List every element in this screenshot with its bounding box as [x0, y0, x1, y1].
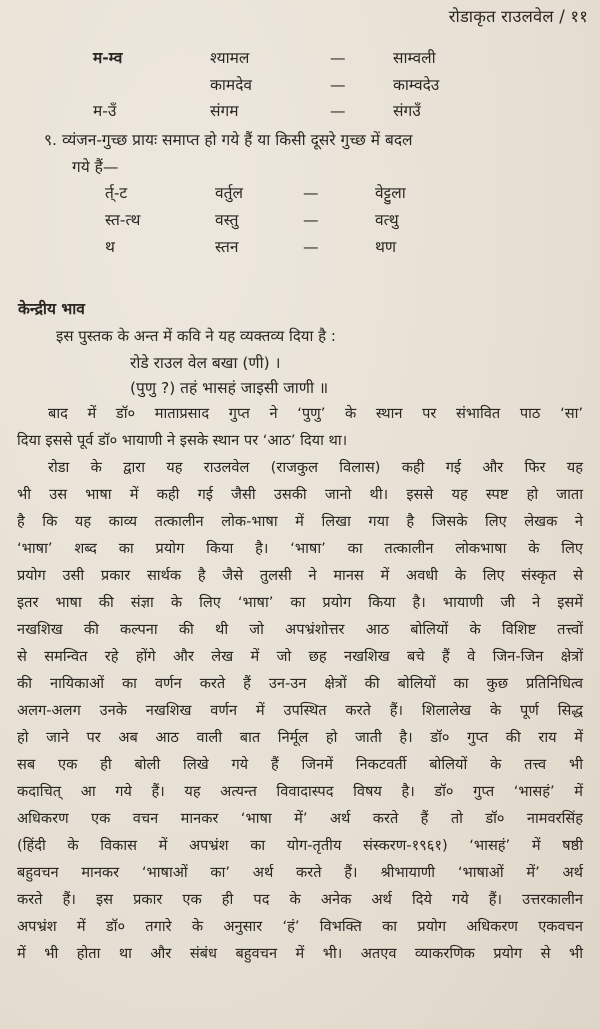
dash: — [330, 102, 346, 120]
text-line: ‘भाषा’ शब्द का प्रयोग किया है। ‘भाषा’ का तत्कालीन लोकभाषा के लिए [17, 540, 583, 557]
item-text-continued: गये हैं— [72, 158, 119, 176]
text-line: है कि यह काव्य तत्कालीन लोक-भाषा में लिखा गया है जिसके लिए लेखक ने [17, 513, 583, 530]
source-word: वस्तु [215, 211, 239, 229]
dash: — [303, 211, 319, 229]
text-line: बहुवचन मानकर ‘भाषाओं का’ अर्थ करते हैं। श्रीभायाणी ‘भाषाओं में’ अर्थ [17, 864, 583, 881]
result-word: काम्वदेउ [393, 76, 440, 94]
text-line: में भी होता था और संबंध बहुवचन में भी। अतएव व्याकरणिक प्रयोग से भी [17, 945, 583, 962]
source-word: श्यामल [210, 49, 250, 67]
text-line: सब एक ही बोली लिखे गये हैं जिनमें निकटवर्ती बोलियों के तत्त्व भी [17, 756, 583, 773]
text-line: करते हैं। इस प्रकार एक ही पद के अनेक अर्थ दिये गये हैं। उत्तरकालीन [17, 891, 583, 908]
text-line: (हिंदी के विकास में अपभ्रंश का योग-तृतीय संस्करण-१९६१) ‘भासहं’ में षष्ठी [17, 837, 583, 854]
dash: — [303, 238, 319, 256]
item-text: व्यंजन-गुच्छ प्रायः समाप्त हो गये हैं या किसी दूसरे गुच्छ में बदल [61, 131, 413, 149]
result-word: वत्थु [375, 211, 399, 229]
text-line: अलग-अलग उनके नखशिख वर्णन में उपस्थित करते हैं। शिलालेख के पूर्ण सिद्ध [17, 702, 583, 719]
running-head: रोडाकृत राउलवेल / ११ [448, 7, 588, 26]
dash: — [330, 49, 346, 67]
verse-line-1: रोडे राउल वेल बखा (णी) । [130, 354, 281, 372]
cluster-cell: म-उँ [93, 102, 117, 120]
text-line: रोडा के द्वारा यह राउलवेल (राजकुल विलास) कही गई और फिर यह [48, 459, 583, 476]
text-line: दिया इससे पूर्व डॉ० भायाणी ने इसके स्थान पर ‘आठ’ दिया था। [17, 432, 348, 449]
text-line: कदाचित् आ गये हैं। यह अत्यन्त विवादास्पद विषय है। डॉ० गुप्त ‘भासहं’ में [17, 783, 583, 800]
cluster-cell: थ [105, 238, 115, 256]
text-line: अपभ्रंश में डॉ० तगारे के अनुसार ‘हं’ विभक्ति का प्रयोग अधिकरण एकवचन [17, 918, 583, 935]
text-line: नखशिख की कल्पना की थी जो अपभ्रंशोत्तर आठ बोलियों के विशिष्ट तत्त्वों [17, 621, 583, 638]
dash: — [330, 76, 346, 94]
text-line: भी उस भाषा में कही गई जैसी उसकी जानो थी। इससे यह स्पष्ट हो जाता [17, 486, 583, 503]
text-line: हो जाने पर अब आठ वाली बात निर्मूल हो जाती है। डॉ० गुप्त की राय में [17, 729, 583, 746]
source-word: वर्तुल [215, 184, 243, 202]
cluster-cell: र्त्-ट [105, 184, 128, 202]
section-heading: केन्द्रीय भाव [18, 300, 85, 318]
source-word: स्तन [215, 238, 239, 256]
result-word: वेट्टुला [375, 184, 406, 202]
cluster-cell: स्त-त्थ [105, 211, 141, 229]
text-line: बाद में डॉ० माताप्रसाद गुप्त ने ‘पुणु’ के स्थान पर संभावित पाठ ‘सा’ [48, 405, 583, 422]
source-word: संगम [210, 102, 239, 120]
text-line: अधिकरण एक वचन मानकर ‘भाषा में’ अर्थ करते हैं तो डॉ० नामवरसिंह [17, 810, 583, 827]
item-number: ९. [44, 131, 57, 149]
dash: — [303, 184, 319, 202]
result-word: साम्वली [393, 49, 436, 67]
result-word: संगउँ [393, 102, 421, 120]
verse-line-2: (पुणु ?) तहं भासहं जाइसी जाणी ॥ [130, 379, 329, 397]
source-word: कामदेव [210, 76, 253, 94]
intro-line: इस पुस्तक के अन्त में कवि ने यह व्यक्तव्य दिया है : [56, 327, 336, 345]
text-line: इतर भाषा की संज्ञा के लिए ‘भाषा’ का प्रयोग किया है। भायाणी जी ने इसमें [17, 594, 583, 611]
text-line: प्रयोग उसी प्रकार सार्थक है जैसे तुलसी ने मानस में अवधी के लिए संस्कृत से [17, 567, 583, 584]
text-line: से समन्वित रहे होंगे और लेख में जो छह नखशिख बचे हैं वे जिन-जिन क्षेत्रों [17, 648, 583, 665]
result-word: थण [375, 238, 397, 256]
text-line: की नायिकाओं का वर्णन करते हैं उन-उन क्षेत्रों की बोलियों का कुछ प्रतिनिधित्व [17, 675, 583, 692]
cluster-cell: म-म्व [93, 49, 123, 67]
